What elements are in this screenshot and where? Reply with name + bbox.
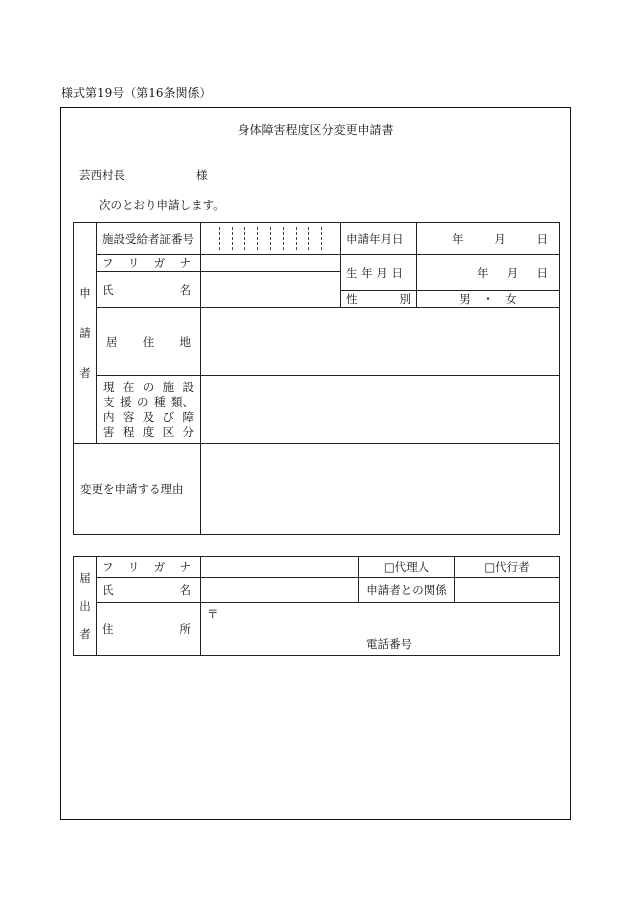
reason-label: 変更を申請する理由 [74, 444, 201, 535]
applicant-table [73, 222, 560, 535]
addressee: 芸西村長 [79, 168, 125, 182]
application-date-field[interactable]: 年 月 日 [417, 223, 560, 255]
filer-address-field[interactable] [201, 603, 560, 656]
current-support-label: 現 在 の 施 設 支 援 の 種 類、 内 容 及 び 障 害 程 度 区 分 [97, 376, 201, 444]
filer-address-label: 住 所 [97, 603, 201, 656]
filer-furigana-field[interactable] [201, 557, 359, 578]
birth-date-label: 生 年 月 日 [341, 255, 417, 291]
proxy-checkbox[interactable]: □代行者 [455, 557, 560, 578]
relation-field[interactable] [455, 578, 560, 603]
sex-label: 性 別 [341, 291, 417, 308]
address-label: 居 住 地 [97, 308, 201, 376]
agent-checkbox[interactable]: □代理人 [359, 557, 455, 578]
name-label: 氏 名 [97, 272, 201, 308]
application-date-label: 申請年月日 [341, 223, 417, 255]
furigana-field[interactable] [201, 255, 341, 272]
certificate-number-boxes[interactable] [201, 223, 341, 255]
filer-table [73, 556, 560, 656]
filer-group-label: 届 出 者 [74, 557, 97, 656]
sex-options[interactable]: 男 ・ 女 [417, 291, 560, 308]
filer-furigana-label: フ リ ガ ナ [97, 557, 201, 578]
honorific: 様 [196, 168, 208, 182]
current-support-field[interactable] [201, 376, 560, 444]
postal-mark: 〒 [207, 607, 219, 621]
filer-name-field[interactable] [201, 578, 359, 603]
furigana-label: フ リ ガ ナ [97, 255, 201, 272]
address-field[interactable] [201, 308, 560, 376]
certificate-label: 施設受給者証番号 [97, 223, 201, 255]
reason-field[interactable] [201, 444, 560, 535]
phone-label: 電話番号 [366, 637, 412, 651]
relation-label: 申請者との関係 [359, 578, 455, 603]
form-number: 様式第19号（第16条関係） [61, 86, 212, 100]
form-title: 身体障害程度区分変更申請書 [237, 123, 394, 137]
filer-name-label: 氏 名 [97, 578, 201, 603]
name-field[interactable] [201, 272, 341, 308]
birth-date-field[interactable]: 年 月 日 [417, 255, 560, 291]
applicant-group-label: 申 請 者 [74, 223, 97, 444]
intro-text: 次のとおり申請します。 [99, 198, 225, 212]
